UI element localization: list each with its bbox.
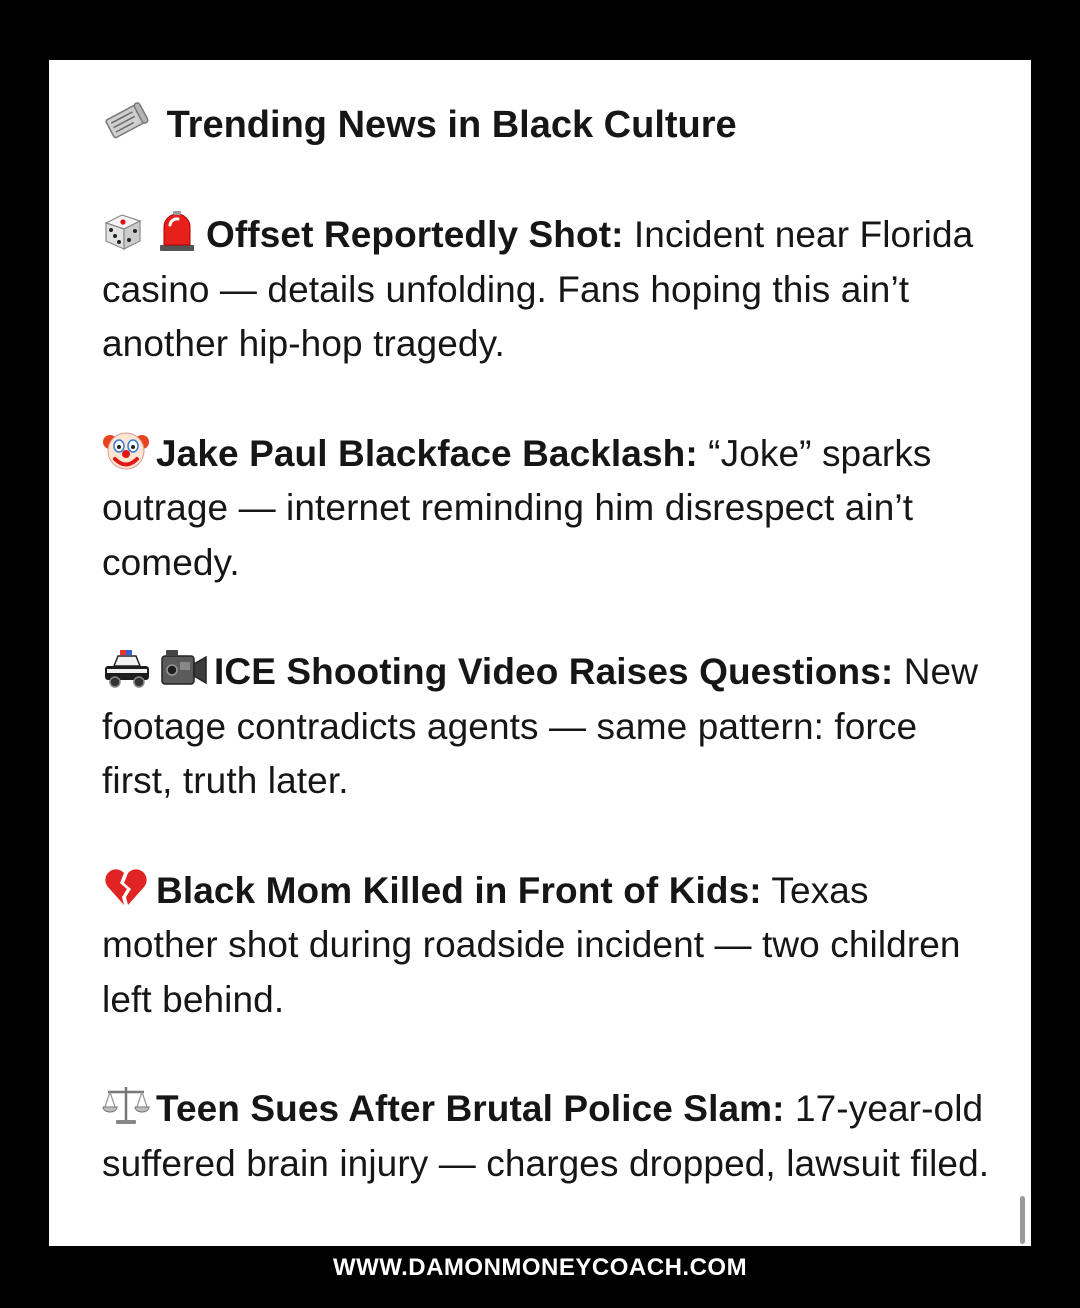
news-item-title: ICE Shooting Video Raises Questions: <box>214 651 894 692</box>
news-content <box>102 98 992 1246</box>
news-item-title: Black Mom Killed in Front of Kids: <box>156 869 762 911</box>
news-item <box>102 864 992 1028</box>
news-item-title: Teen Sues After Brutal Police Slam: <box>156 1088 785 1129</box>
police-car-icon <box>102 646 152 690</box>
news-header-title: Trending News in Black Culture <box>166 104 737 146</box>
news-item-body: 17-year-old suffered brain injury — charges dropped, lawsuit filed. <box>102 1088 990 1184</box>
news-header <box>102 98 992 152</box>
siren-icon <box>154 209 200 253</box>
news-item <box>102 1082 992 1191</box>
broken-heart-icon <box>102 865 150 909</box>
news-item <box>102 208 992 372</box>
scrollbar[interactable] <box>1020 1196 1025 1244</box>
clown-face-icon <box>102 428 150 472</box>
dice-icon <box>102 209 148 253</box>
video-camera-icon <box>158 646 208 690</box>
news-item <box>102 427 992 591</box>
news-item-body: “Joke” sparks outrage — internet reminding him disrespect ain’t comedy. <box>102 432 932 583</box>
news-item-body: Incident near Florida casino — details unfolding. Fans hoping this ain’t another hip-hop tragedy. <box>102 214 974 364</box>
news-item-title: Jake Paul Blackface Backlash: <box>156 432 698 474</box>
newspaper-icon <box>102 99 150 143</box>
balance-scale-icon <box>102 1083 150 1127</box>
message-card <box>49 60 1031 1246</box>
footer-url: WWW.DAMONMONEYCOACH.COM <box>332 1254 748 1281</box>
news-item-body: Texas mother shot during roadside incident — two children left behind. <box>102 869 961 1020</box>
news-item-title: Offset Reportedly Shot: <box>206 214 624 255</box>
news-item-body: New footage contradicts agents — same pattern: force first, truth later. <box>102 651 979 801</box>
news-item <box>102 645 992 809</box>
